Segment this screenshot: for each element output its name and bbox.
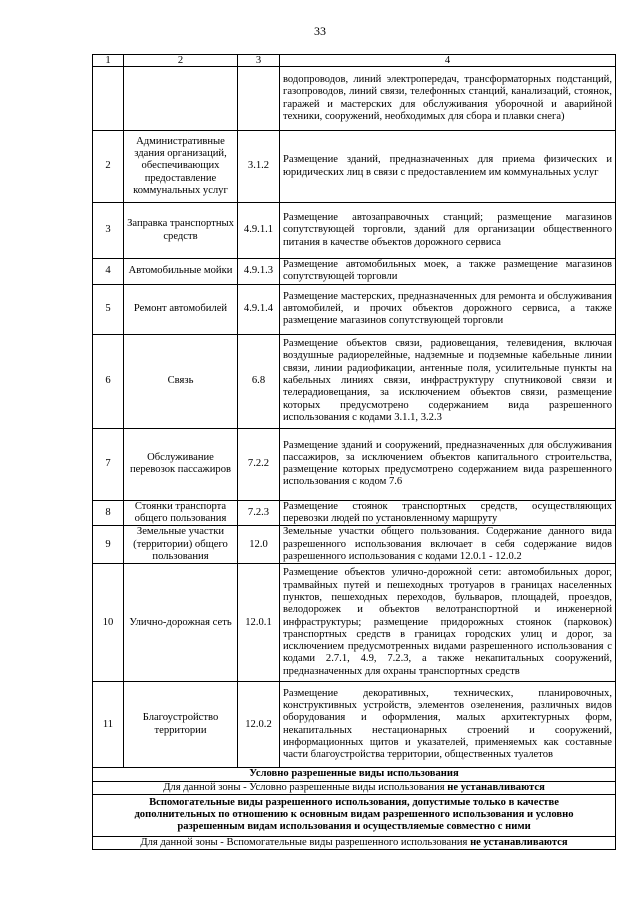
table-footer bbox=[93, 768, 616, 850]
header-col-3: 3 bbox=[238, 55, 280, 67]
header-col-2: 2 bbox=[124, 55, 238, 67]
header-row bbox=[93, 55, 616, 67]
row-use-code: 4.9.1.4 bbox=[238, 284, 280, 334]
row-use-code: 12.0.2 bbox=[238, 682, 280, 768]
row-number: 3 bbox=[93, 203, 124, 259]
conditional-note-suffix: не устанавливаются bbox=[447, 781, 545, 793]
permitted-use-table bbox=[92, 54, 616, 850]
row-description: Размещение автозаправочных станций; размещение магазинов сопутствующей торговли, зданий для организации общественного питания в качестве объектов дорожного сервиса bbox=[280, 203, 616, 259]
row-use-name: Земельные участки (территории) общего пользования bbox=[124, 526, 238, 564]
row-use-code: 7.2.2 bbox=[238, 428, 280, 500]
auxiliary-heading-row bbox=[93, 794, 616, 836]
row-description: Размещение объектов улично-дорожной сети: автомобильных дорог, трамвайных путей и пешеходных тротуаров в границах населенных пунктов, пешеходных переходов, бульваров, площадей, проездов, велодорожек и объектов велотранспортной и инженерной инфраструктуры; размещение придорожных стоянок (парковок) транспортных средств в границах городских улиц и дорог, за исключением предусмотренных видами разрешенного использования с кодами 2.7.1, 4.9, 7.2.3, а также некапитальных сооружений, предназначенных для охраны транспортных средств bbox=[280, 564, 616, 682]
table-row bbox=[93, 500, 616, 526]
row-description: Размещение объектов связи, радиовещания, телевидения, включая воздушные радиорелейные, надземные и подземные кабельные линии связи, линии радиофикации, антенные поля, усилительные пункты на кабельных линиях связи, инфраструктуру спутниковой связи и телерадиовещания, за исключением объектов связи, размещение которых предусмотрено содержанием вида разрешенного использования с кодами 3.1.1, 3.2.3 bbox=[280, 334, 616, 428]
row-use-code: 7.2.3 bbox=[238, 500, 280, 526]
continuation-row bbox=[93, 67, 616, 131]
row-number: 8 bbox=[93, 500, 124, 526]
table-body bbox=[93, 55, 616, 768]
row-number: 7 bbox=[93, 428, 124, 500]
page-number: 33 bbox=[314, 24, 326, 38]
row-description: Земельные участки общего пользования. Содержание данного вида разрешенного использования включает в себя содержание видов разрешенного использования с кодами 12.0.1 - 12.0.2 bbox=[280, 526, 616, 564]
row-use-name: Обслуживание перевозок пассажиров bbox=[124, 428, 238, 500]
row-use-name: Связь bbox=[124, 334, 238, 428]
row-use-name: Благоустройство территории bbox=[124, 682, 238, 768]
row-description: Размещение автомобильных моек, а также размещение магазинов сопутствующей торговли bbox=[280, 259, 616, 285]
row-description: Размещение декоративных, технических, планировочных, конструктивных устройств, элементов озеленения, различных видов оборудования и оформления, малых архитектурных форм, некапитальных нестационарных строений и сооружений, информационных щитов и указателей, применяемых как составные части благоустройства территории, общественных туалетов bbox=[280, 682, 616, 768]
conditional-note-prefix: Для данной зоны - Условно разрешенные виды использования bbox=[163, 781, 445, 793]
auxiliary-heading: Вспомогательные виды разрешенного использования, допустимые только в качестве дополнительных по отношению к основным видам разрешенного использования и условно разрешенным видам использования и осуществляемые совместно с ними bbox=[93, 794, 616, 836]
table-row bbox=[93, 428, 616, 500]
table-row bbox=[93, 526, 616, 564]
row-description: Размещение зданий, предназначенных для приема физических и юридических лиц в связи с предоставлением им коммунальных услуг bbox=[280, 131, 616, 203]
table-row bbox=[93, 564, 616, 682]
table-row bbox=[93, 131, 616, 203]
row-number: 4 bbox=[93, 259, 124, 285]
auxiliary-note-row bbox=[93, 836, 616, 849]
header-col-1: 1 bbox=[93, 55, 124, 67]
row-description: Размещение зданий и сооружений, предназначенных для обслуживания пассажиров, за исключением объектов капитального строительства, размещение которых предусмотрено содержанием вида разрешенного использования с кодом 7.6 bbox=[280, 428, 616, 500]
table-row bbox=[93, 284, 616, 334]
row-use-name: Ремонт автомобилей bbox=[124, 284, 238, 334]
conditional-heading-row bbox=[93, 768, 616, 781]
conditional-note bbox=[93, 781, 616, 794]
conditional-heading: Условно разрешенные виды использования bbox=[93, 768, 616, 781]
row-number: 9 bbox=[93, 526, 124, 564]
table-row bbox=[93, 259, 616, 285]
row-number: 2 bbox=[93, 131, 124, 203]
row-number: 6 bbox=[93, 334, 124, 428]
row-use-code: 12.0.1 bbox=[238, 564, 280, 682]
conditional-note-row bbox=[93, 781, 616, 794]
table-row bbox=[93, 334, 616, 428]
row-use-name: Административные здания организаций, обеспечивающих предоставление коммунальных услуг bbox=[124, 131, 238, 203]
row-number: 5 bbox=[93, 284, 124, 334]
auxiliary-note bbox=[93, 836, 616, 849]
row-description: Размещение стоянок транспортных средств, осуществляющих перевозки людей по установленному маршруту bbox=[280, 500, 616, 526]
table-row bbox=[93, 682, 616, 768]
row-use-code: 4.9.1.3 bbox=[238, 259, 280, 285]
header-col-4: 4 bbox=[280, 55, 616, 67]
row-use-code: 6.8 bbox=[238, 334, 280, 428]
row-use-name: Стоянки транспорта общего пользования bbox=[124, 500, 238, 526]
row-description: Размещение мастерских, предназначенных для ремонта и обслуживания автомобилей, и прочих объектов дорожного сервиса, а также размещение магазинов сопутствующей торговли bbox=[280, 284, 616, 334]
continuation-num bbox=[93, 67, 124, 131]
auxiliary-note-suffix: не устанавливаются bbox=[470, 836, 568, 848]
row-use-name: Автомобильные мойки bbox=[124, 259, 238, 285]
row-number: 11 bbox=[93, 682, 124, 768]
row-use-code: 12.0 bbox=[238, 526, 280, 564]
row-use-code: 4.9.1.1 bbox=[238, 203, 280, 259]
table-row bbox=[93, 203, 616, 259]
row-use-name: Улично-дорожная сеть bbox=[124, 564, 238, 682]
continuation-desc: водопроводов, линий электропередач, трансформаторных подстанций, газопроводов, линий связи, телефонных станций, канализаций, стоянок, гаражей и мастерских для обслуживания уборочной и аварийной техники, сооружений, необходимых для сбора и плавки снега) bbox=[280, 67, 616, 131]
continuation-code bbox=[238, 67, 280, 131]
row-use-code: 3.1.2 bbox=[238, 131, 280, 203]
continuation-name bbox=[124, 67, 238, 131]
row-use-name: Заправка транспортных средств bbox=[124, 203, 238, 259]
row-number: 10 bbox=[93, 564, 124, 682]
auxiliary-note-prefix: Для данной зоны - Вспомогательные виды разрешенного использования bbox=[140, 836, 468, 848]
